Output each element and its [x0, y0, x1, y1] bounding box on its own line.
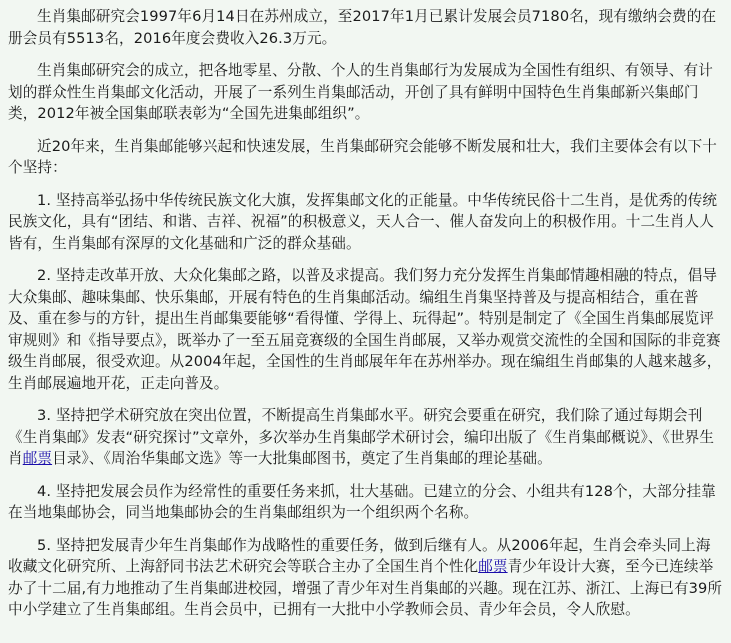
paragraph-significance: 生肖集邮研究会的成立，把各地零星、分散、个人的生肖集邮行为发展成为全国性有组织、有领导、有计划的群众性生肖集邮文化活动，开展了一系列生肖集邮活动，开创了具有鲜明中国特色生肖集邮新兴集邮门类，2012年被全国集邮联表彰为“全国先进集邮组织”。 — [8, 62, 713, 122]
paragraph-principle-1: 1. 坚持高举弘扬中华传统民族文化大旗，发挥集邮文化的正能量。中华传统民俗十二生肖，是优秀的传统民族文化，具有“团结、和谐、吉祥、祝福”的积极意义，天人合一、催人奋发向上的积极作用。十二生肖人人皆有，生肖集邮有深厚的文化基础和广泛的群众基础。 — [8, 191, 718, 252]
stamp-link[interactable]: 邮票 — [22, 450, 53, 467]
paragraph-intro-ten-principles: 近20年来，生肖集邮能够兴起和快速发展，生肖集邮研究会能够不断发展和壮大，我们主要体会有以下十个坚持： — [8, 137, 717, 176]
stamp-link[interactable]: 邮票 — [478, 558, 508, 575]
principle-3-text-start: 3. 坚持把学术研究放在突出位置，不断提高生肖集邮水平。研究会要重在研究，我们除了通过每期会刊《生肖集邮》发表“研究探讨”文章外，多次举办生肖集邮学术研讨会，编印出版了《生肖集邮概说》、《世界生肖 — [8, 407, 715, 467]
principle-5-text-end: 青少年设计大赛，至今已连续举办了十二届,有力地推动了生肖集邮进校园，增强了青少年对生肖集邮的兴趣。现在江苏、浙江、上海已有39所中小学建立了生肖集邮组。生肖会员中，已拥有一大批中小学教师会员、青少年会员，令人欣慰。 — [8, 558, 723, 618]
paragraph-principle-5 — [8, 535, 723, 621]
principle-3-text-end: 目录》、《周治华集邮文选》等一大批集邮图书，奠定了生肖集邮的理论基础。 — [52, 450, 552, 467]
principle-5-text-start: 5. 坚持把发展青少年生肖集邮作为战略性的重要任务，做到后继有人。从2006年起，生肖会牵头同上海收藏文化研究所、上海舒同书法艺术研究会等联合主办了全国生肖个性化 — [8, 536, 711, 575]
paragraph-founding: 生肖集邮研究会1997年6月14日在苏州成立，至2017年1月已累计发展会员7180名，现有缴纳会费的在册会员有5513名，2016年度会费收入26.3万元。 — [8, 8, 717, 47]
paragraph-principle-2: 2. 坚持走改革开放、大众化集邮之路，以普及求提高。我们努力充分发挥生肖集邮情趣相融的特点，倡导大众集邮、趣味集邮、快乐集邮，开展有特色的生肖集邮活动。编组生肖集坚持普及与提高相结合，重在普及、重在参与的方针，提出生肖邮集要能够“看得懂、学得上、玩得起”。特别是制定了《全国生肖集邮展览评审规则》和《指导要点》，既举办了一至五届竞赛级的全国生肖邮展，又举办观赏交流性的全国和国际的非竞赛级生肖邮展，很受欢迎。从2004年起，全国性的生肖邮展年年在苏州举办。现在编组生肖邮集的人越来越多，生肖邮展遍地开花，正走向普及。 — [8, 267, 722, 392]
paragraph-principle-3 — [8, 405, 723, 470]
paragraph-principle-4: 4. 坚持把发展会员作为经常性的重要任务来抓，壮大基础。已建立的分会、小组共有128个，大部分挂靠在当地集邮协会，同当地集邮协会的生肖集邮组织为一个组织两个名称。 — [8, 482, 716, 521]
